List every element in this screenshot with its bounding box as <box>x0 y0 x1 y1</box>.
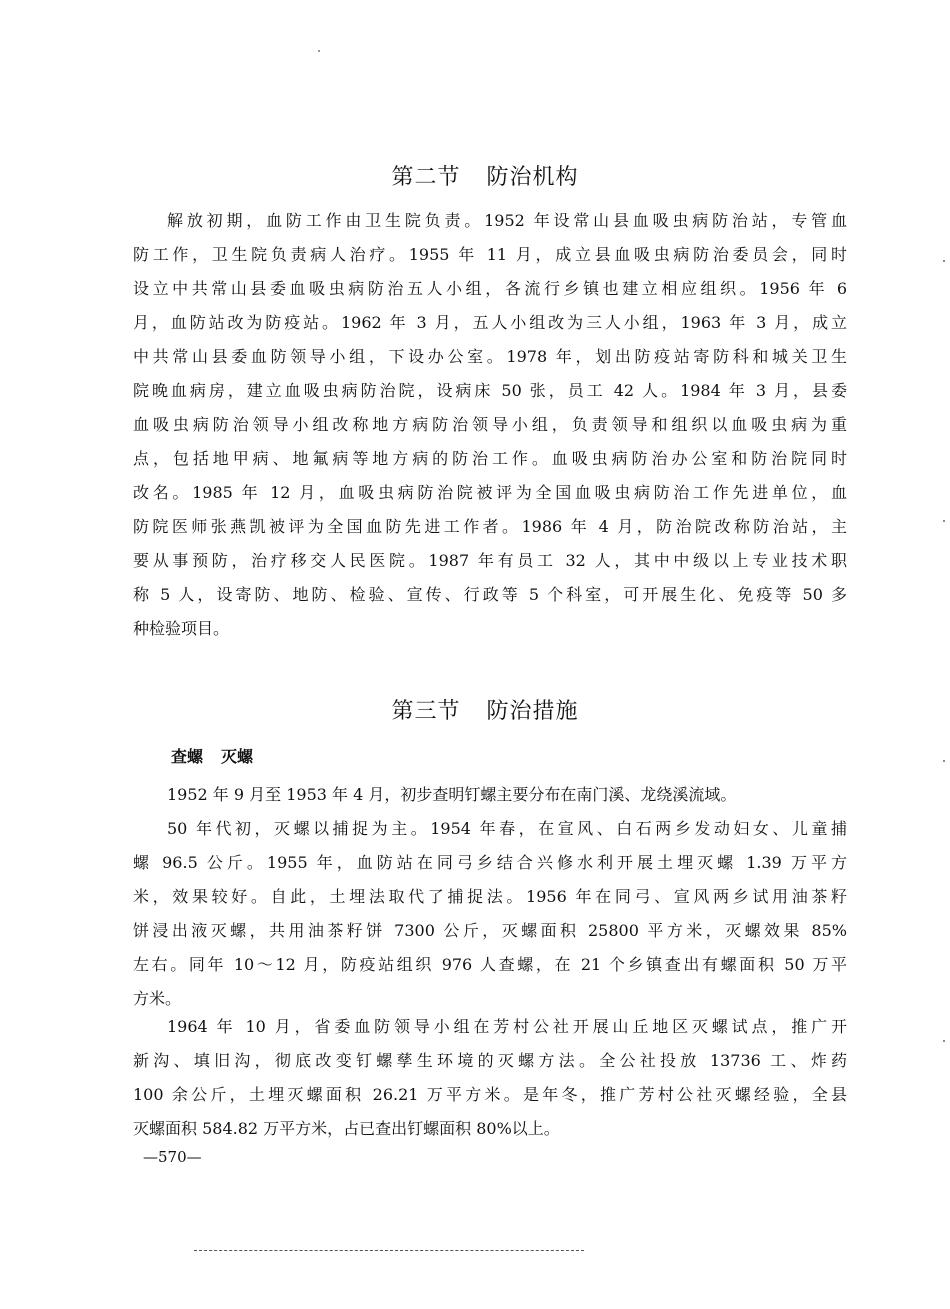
text-line: 院晚血病房，建立血吸虫病防治院，设病床 50 张，员工 42 人。1984 年 3 月，县委 <box>133 381 847 400</box>
paragraph-1964-control <box>133 1010 847 1146</box>
text-line: 50 年代初，灭螺以捕捉为主。1954 年春，在宣风、白石两乡发动妇女、儿童捕 <box>167 819 847 838</box>
paragraph-survey <box>133 778 847 812</box>
section-3-label: 第三节 <box>391 699 461 725</box>
paragraph-organization <box>133 204 847 646</box>
page-number: —570— <box>143 1148 202 1166</box>
paragraph-1950s-control <box>133 812 847 1016</box>
text-line: 米，效果较好。自此，土埋法取代了捕捉法。1956 年在同弓、宣风两乡试用油茶籽 <box>133 887 847 906</box>
text-line: 月，血防站改为防疫站。1962 年 3 月，五人小组改为三人小组，1963 年 3 月，成立 <box>133 313 847 332</box>
text-line: 左右。同年 10～12 月，防疫站组织 976 人查螺，在 21 个乡镇查出有螺面积 50 万平 <box>133 955 847 974</box>
scan-speck <box>943 1040 945 1042</box>
text-line: 1964 年 10 月，省委血防领导小组在芳村公社开展山丘地区灭螺试点，推广开 <box>167 1017 847 1036</box>
text-line: 方米。 <box>133 989 182 1008</box>
text-line: 种检验项目。 <box>133 619 230 638</box>
text-line: 饼浸出液灭螺，共用油茶籽饼 7300 公斤，灭螺面积 25800 平方米，灭螺效果 85% <box>133 921 847 940</box>
text-line: 防工作，卫生院负责病人治疗。1955 年 11 月，成立县血吸虫病防治委员会，同时 <box>133 245 847 264</box>
text-line: 1952 年 9 月至 1953 年 4 月，初步查明钉螺主要分布在南门溪、龙绕溪流域。 <box>167 785 737 804</box>
section-2-label: 第二节 <box>391 165 461 191</box>
text-line: 100 余公斤，土埋灭螺面积 26.21 万平方米。是年冬，推广芳村公社灭螺经验，全县 <box>133 1085 847 1104</box>
text-line: 要从事预防，治疗移交人民医院。1987 年有员工 32 人，其中中级以上专业技术职 <box>133 551 847 570</box>
scan-speck <box>943 520 945 522</box>
text-line: 灭螺面积 584.82 万平方米，占已查出钉螺面积 80%以上。 <box>133 1119 560 1138</box>
section-title-2 <box>10 160 950 191</box>
text-line: 中共常山县委血防领导小组，下设办公室。1978 年，划出防疫站寄防科和城关卫生 <box>133 347 847 366</box>
section-2-title: 防治机构 <box>486 165 579 191</box>
scan-artifact-line <box>194 1250 584 1251</box>
scan-speck <box>318 50 320 52</box>
scan-speck <box>943 260 945 262</box>
text-line: 螺 96.5 公斤。1955 年，血防站在同弓乡结合兴修水利开展土埋灭螺 1.39 万平方 <box>133 853 847 872</box>
text-line: 防院医师张燕凯被评为全国血防先进工作者。1986 年 4 月，防治院改称防治站，主 <box>133 517 847 536</box>
text-line: 血吸虫病防治领导小组改称地方病防治领导小组，负责领导和组织以血吸虫病为重 <box>133 415 847 434</box>
subheading-snail-control <box>171 744 253 767</box>
text-line: 称 5 人，设寄防、地防、检验、宣传、行政等 5 个科室，可开展生化、免疫等 50 多 <box>133 585 847 604</box>
text-line: 新沟、填旧沟，彻底改变钉螺孳生环境的灭螺方法。全公社投放 13736 工、炸药 <box>133 1051 847 1070</box>
text-line: 解放初期，血防工作由卫生院负责。1952 年设常山县血吸虫病防治站，专管血 <box>167 211 847 230</box>
text-line: 改名。1985 年 12 月，血吸虫病防治院被评为全国血吸虫病防治工作先进单位，血 <box>133 483 847 502</box>
section-3-title: 防治措施 <box>486 699 579 725</box>
subheading-part-1: 查螺 <box>171 747 204 766</box>
section-title-3 <box>10 694 950 725</box>
scan-speck <box>943 760 945 762</box>
text-line: 设立中共常山县委血吸虫病防治五人小组，各流行乡镇也建立相应组织。1956 年 6 <box>133 279 847 298</box>
text-line: 点，包括地甲病、地氟病等地方病的防治工作。血吸虫病防治办公室和防治院同时 <box>133 449 847 468</box>
subheading-part-2: 灭螺 <box>221 747 254 766</box>
